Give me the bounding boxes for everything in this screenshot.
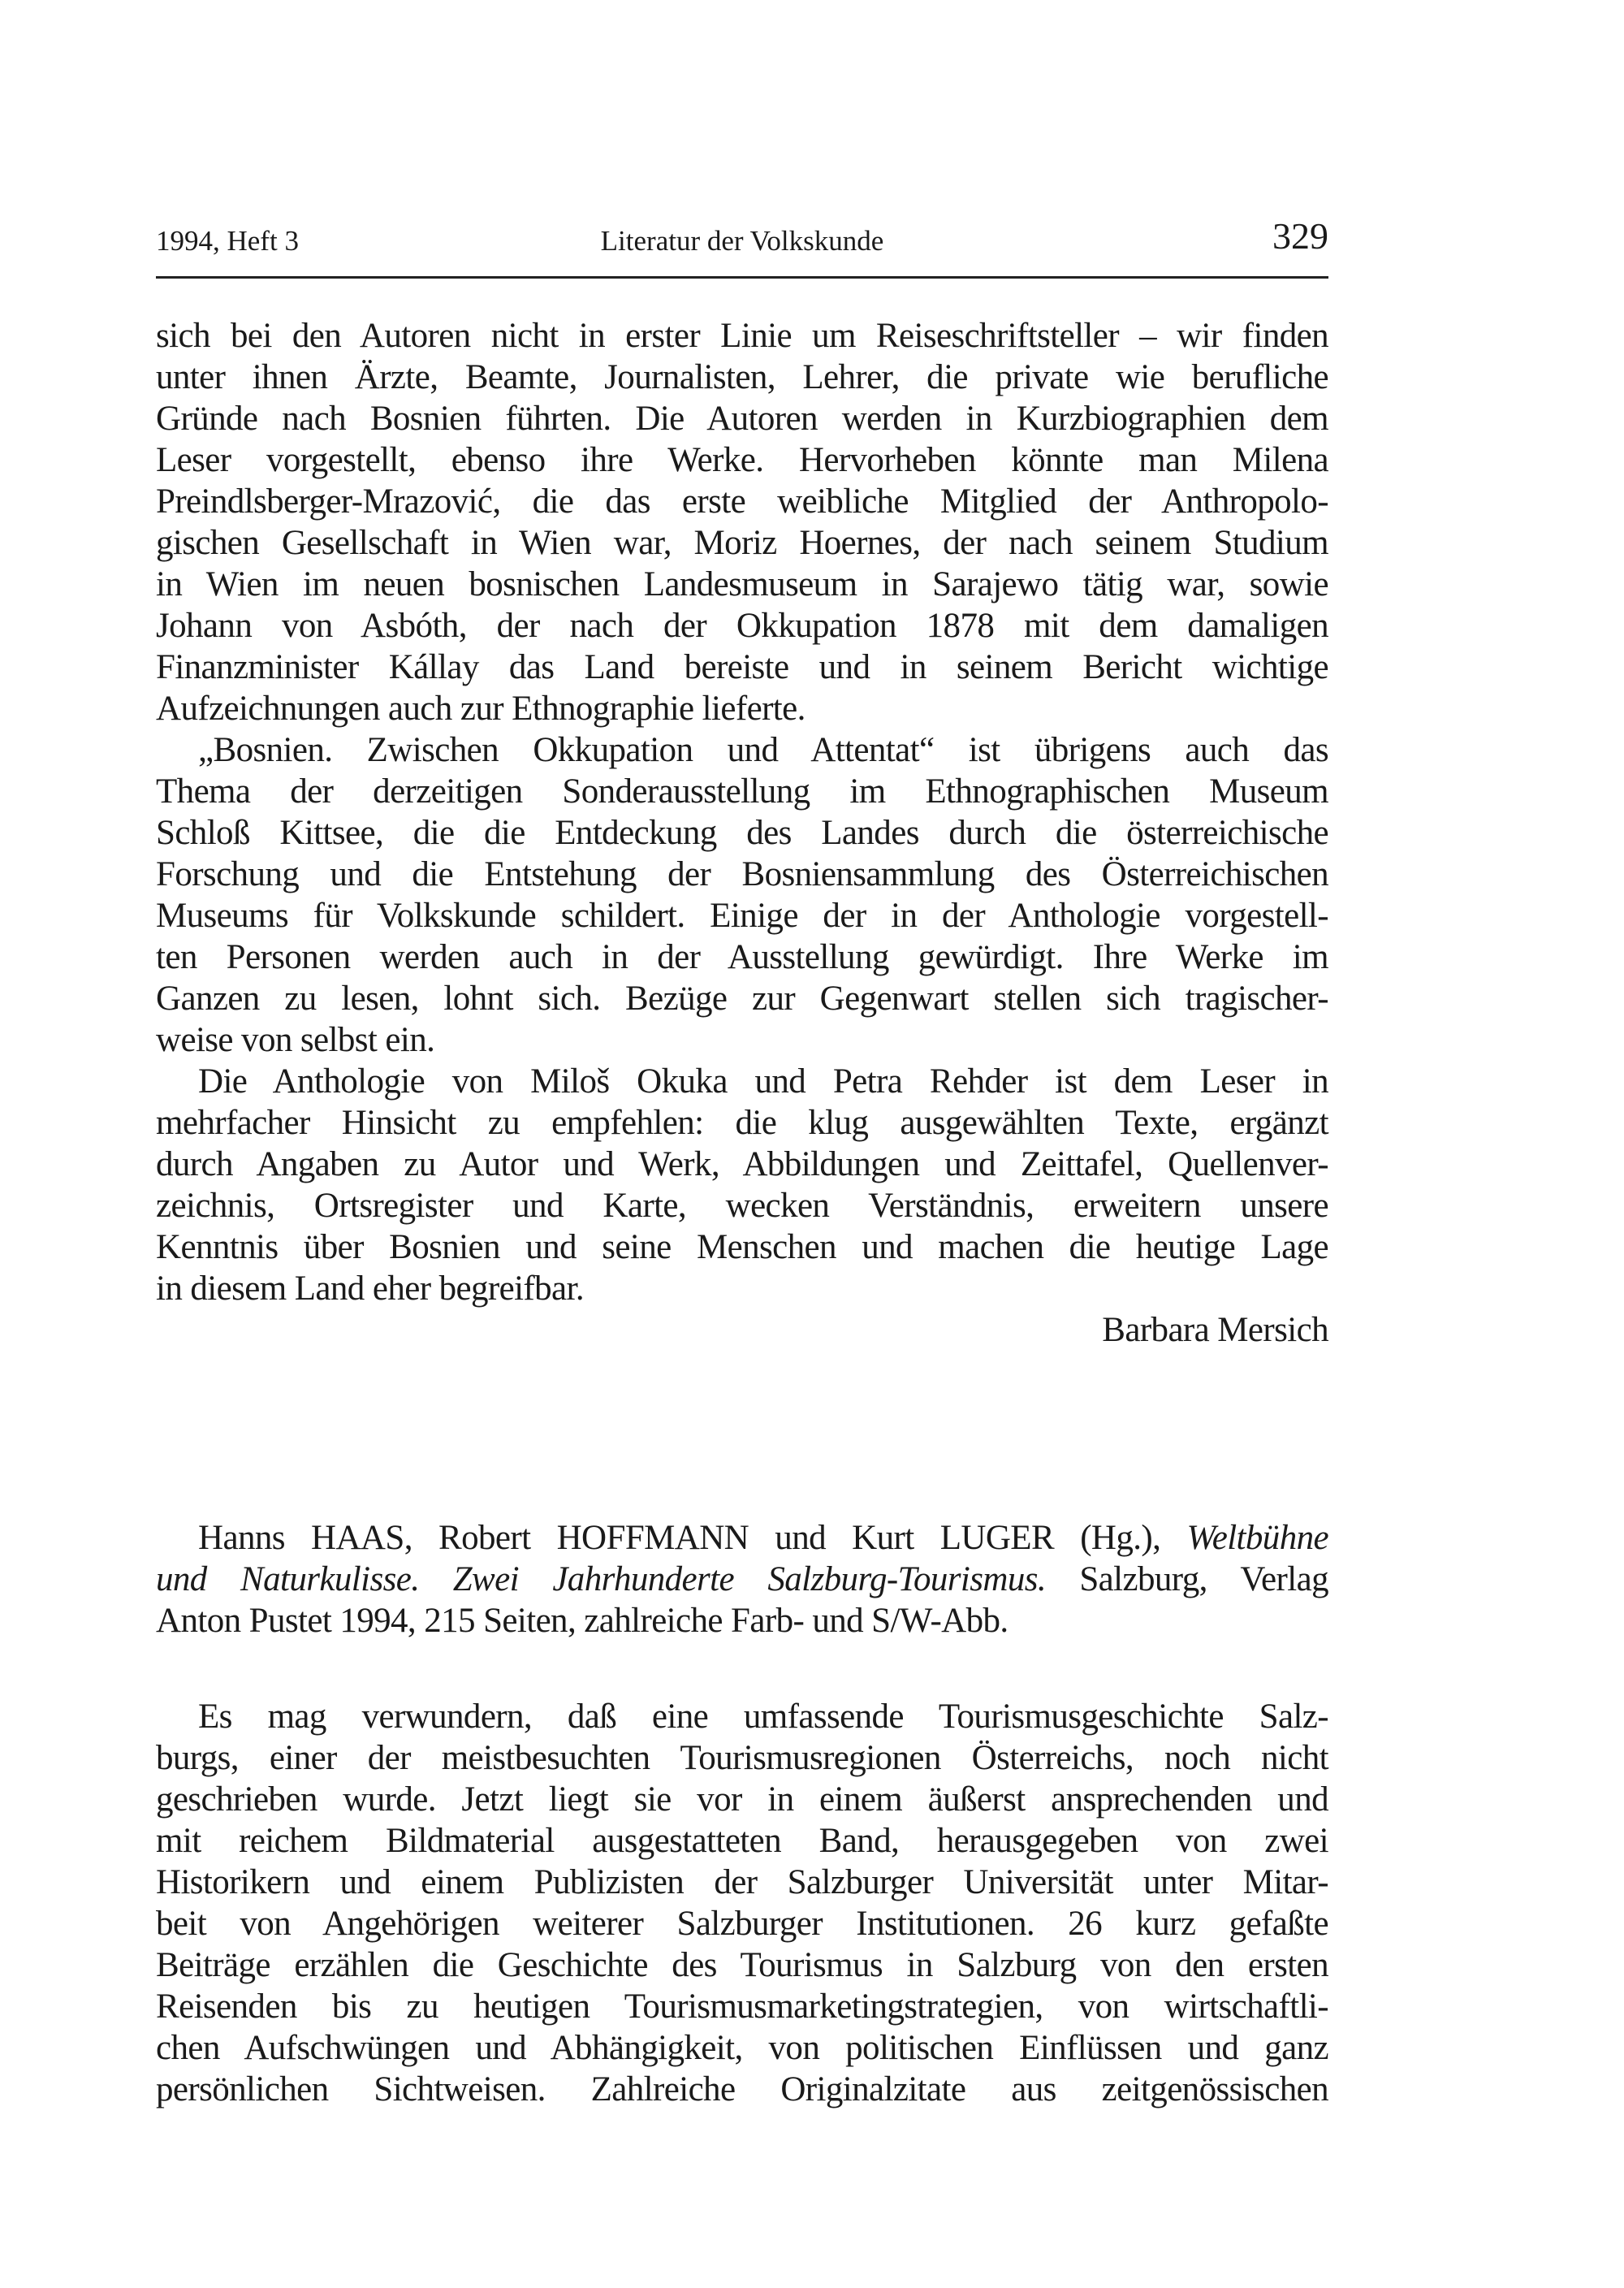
- text-line: geschrieben wurde. Jetzt liegt sie vor in einem äußerst ansprechenden und: [156, 1780, 1328, 1819]
- text-line: Preindlsberger-Mrazović, die das erste weibliche Mitglied der Anthropolo-: [156, 482, 1328, 521]
- header-rule: [156, 276, 1328, 279]
- review-1-body: [156, 315, 1328, 1351]
- text-line: Kenntnis über Bosnien und seine Menschen und machen die heutige Lage: [156, 1228, 1328, 1266]
- running-head: [156, 215, 1328, 262]
- issue-label: 1994, Heft 3: [156, 225, 299, 257]
- text-line: Forschung und die Entstehung der Bosniensammlung des Österreichischen: [156, 855, 1328, 893]
- text-line: Historikern und einem Publizisten der Salzburger Universität unter Mitar-: [156, 1863, 1328, 1901]
- text-line: Reisenden bis zu heutigen Tourismusmarketingstrategien, von wirtschaftli-: [156, 1987, 1328, 2026]
- text-line: in diesem Land eher begreifbar.: [156, 1269, 585, 1308]
- text-line: Beiträge erzählen die Geschichte des Tourismus in Salzburg von den ersten: [156, 1946, 1328, 1984]
- text-line: weise von selbst ein.: [156, 1021, 435, 1059]
- text-line: unter ihnen Ärzte, Beamte, Journalisten, Lehrer, die private wie berufliche: [156, 358, 1328, 396]
- text-line: Johann von Asbóth, der nach der Okkupation 1878 mit dem damaligen: [156, 607, 1328, 645]
- reviewer-signature: Barbara Mersich: [1102, 1311, 1328, 1349]
- text-line: persönlichen Sichtweisen. Zahlreiche Originalzitate aus zeitgenössischen: [156, 2070, 1328, 2109]
- text-line: beit von Angehörigen weiterer Salzburger Institutionen. 26 kurz gefaßte: [156, 1905, 1328, 1943]
- text-line: sich bei den Autoren nicht in erster Linie um Reiseschriftsteller – wir finden: [156, 317, 1328, 355]
- book-title-continued: und Naturkulisse. Zwei Jahrhunderte Salzburg-Tourismus.: [156, 1560, 1047, 1598]
- text-line: Die Anthologie von Miloš Okuka und Petra Rehder ist dem Leser in: [198, 1062, 1328, 1101]
- text-line: mit reichem Bildmaterial ausgestatteten Band, herausgegeben von zwei: [156, 1822, 1328, 1860]
- citation-line: [156, 1517, 1328, 1559]
- text-line: Thema der derzeitigen Sonderausstellung im Ethnographischen Museum: [156, 772, 1328, 811]
- citation-authors: Hanns HAAS, Robert HOFFMANN und Kurt LUGER (Hg.),: [198, 1519, 1187, 1557]
- text-line: gischen Gesellschaft in Wien war, Moriz Hoernes, der nach seinem Studium: [156, 524, 1328, 562]
- text-line: Gründe nach Bosnien führten. Die Autoren werden in Kurzbiographien dem: [156, 400, 1328, 438]
- journal-page: [156, 0, 1328, 2288]
- text-line: Leser vorgestellt, ebenso ihre Werke. Hervorheben könnte man Milena: [156, 441, 1328, 479]
- review-2-citation: [156, 1517, 1328, 1641]
- text-line: zeichnis, Ortsregister und Karte, wecken Verständnis, erweitern unsere: [156, 1187, 1328, 1225]
- text-line: in Wien im neuen bosnischen Landesmuseum in Sarajewo tätig war, sowie: [156, 565, 1328, 603]
- text-line: mehrfacher Hinsicht zu empfehlen: die klug ausgewählten Texte, ergänzt: [156, 1104, 1328, 1142]
- text-line: Aufzeichnungen auch zur Ethnographie lieferte.: [156, 690, 806, 728]
- text-line: Schloß Kittsee, die die Entdeckung des Landes durch die österreichische: [156, 814, 1328, 852]
- text-line: Museums für Volkskunde schildert. Einige der in der Anthologie vorgestell-: [156, 897, 1328, 935]
- book-title: Weltbühne: [1186, 1519, 1328, 1557]
- citation-line: [156, 1559, 1328, 1600]
- text-line: durch Angaben zu Autor und Werk, Abbildungen und Zeittafel, Quellenver-: [156, 1145, 1328, 1183]
- publisher-info: Salzburg, Verlag: [1046, 1560, 1328, 1598]
- text-line: Finanzminister Kállay das Land bereiste und in seinem Bericht wichtige: [156, 648, 1328, 686]
- review-2-body: [156, 1696, 1328, 2110]
- text-line: ten Personen werden auch in der Ausstellung gewürdigt. Ihre Werke im: [156, 938, 1328, 976]
- text-line: Es mag verwundern, daß eine umfassende Tourismusgeschichte Salz-: [198, 1698, 1328, 1736]
- page-number: 329: [1272, 215, 1328, 257]
- text-line: Ganzen zu lesen, lohnt sich. Bezüge zur Gegenwart stellen sich tragischer-: [156, 980, 1328, 1018]
- text-line: chen Aufschwüngen und Abhängigkeit, von politischen Einflüssen und ganz: [156, 2029, 1328, 2067]
- section-title: Literatur der Volkskunde: [600, 225, 884, 257]
- text-line: burgs, einer der meistbesuchten Tourismusregionen Österreichs, noch nicht: [156, 1739, 1328, 1777]
- text-line: „Bosnien. Zwischen Okkupation und Attentat“ ist übrigens auch das: [198, 731, 1328, 769]
- citation-line: Anton Pustet 1994, 215 Seiten, zahlreiche Farb- und S/W-Abb.: [156, 1602, 1009, 1640]
